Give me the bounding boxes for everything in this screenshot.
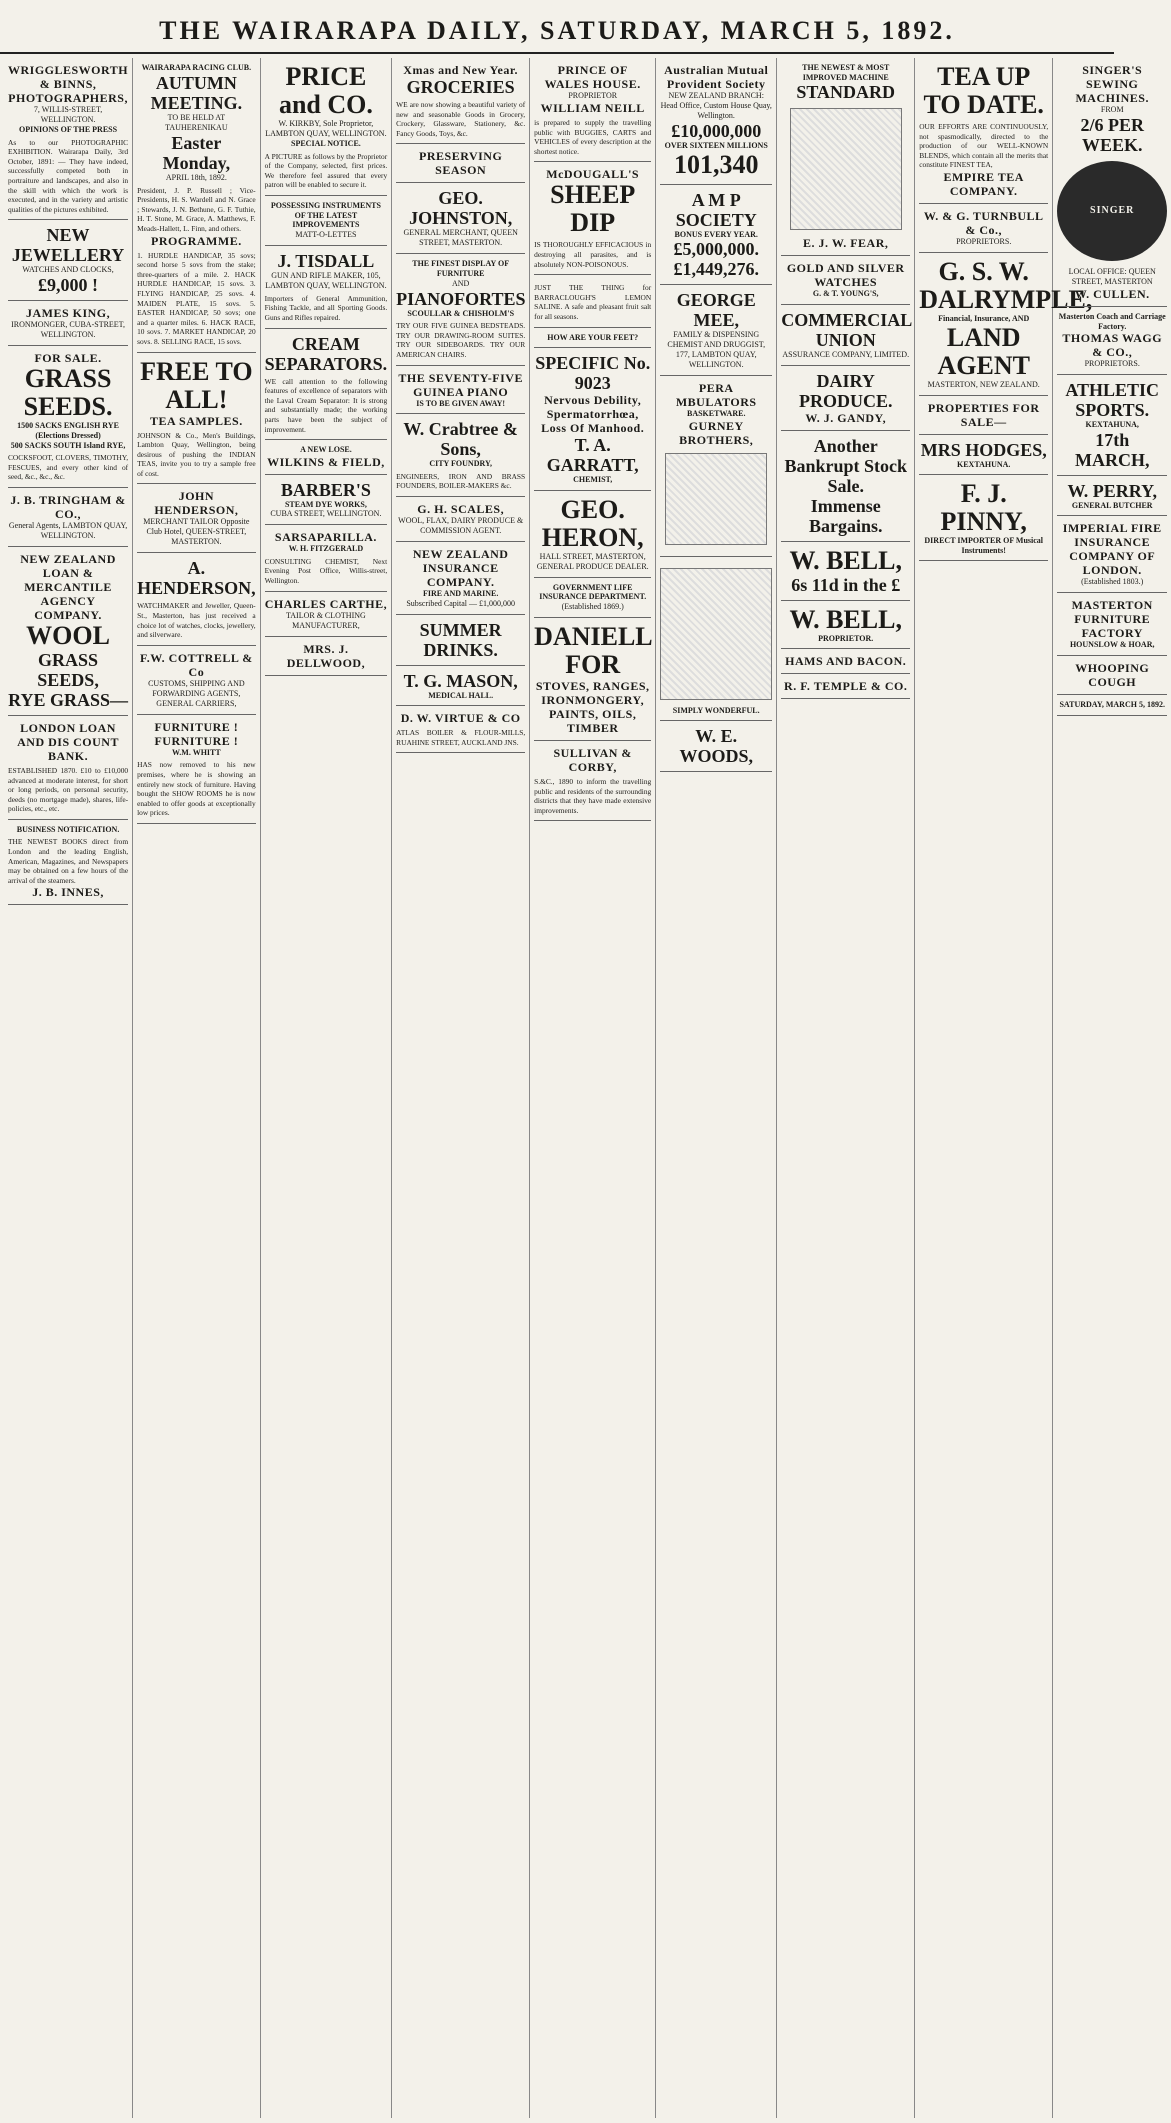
ad-title: SPECIFIC No. 9023 [535, 353, 651, 394]
ad-subtitle: HOUNSLOW & HOAR, [1069, 640, 1155, 650]
ad-chemist: CHEMIST, [573, 475, 613, 485]
ad-business [8, 820, 128, 906]
ad-title: F.W. COTTRELL & Co [140, 650, 253, 679]
ad-subtitle: PROPRIETOR [568, 91, 618, 100]
ad-body: Importers of General Ammunition, Fishing Tackle, and all Sporting Goods. Guns and Rifles repaired. [264, 293, 388, 322]
ad-xmas [396, 58, 525, 144]
ad-bell-proprietor [781, 601, 910, 650]
ad-price-co [265, 58, 388, 196]
ad-title: PRICE and CO. [278, 62, 373, 119]
ad-subtitle: MERCHANT TAILOR Opposite Club Hotel, QUEEN-STREET, MASTERTON. [143, 517, 250, 547]
ad-subtitle: Financial, Insurance, AND [938, 313, 1030, 323]
ad-heading: OPINIONS OF THE PRESS [19, 125, 118, 134]
ad-cottrell [137, 646, 256, 715]
ad-big: WOOL [26, 620, 110, 650]
ad-body: WE call attention to the following features of excellence of separators with the Laval Cream Separator: It is strong and substantially made; the working parts have been the subject of improvement. [264, 376, 388, 434]
ad-line: RYE GRASS— [8, 689, 128, 710]
ad-body: A PICTURE as follows by the Proprietor of the Company, selected, first prices. We therefore feel assured that every patron will be enabled to secure it. [264, 151, 388, 190]
ad-big: GROCERIES [406, 77, 515, 97]
ad-furniture-factory [1057, 593, 1167, 656]
ad-subtitle: WILKINS & FIELD, [267, 454, 385, 469]
ad-subtitle: MEDICAL HALL. [428, 690, 494, 700]
ad-subtitle: Nervous Debility, Spermatorrhœa, Loss Of Manhood. [541, 393, 645, 436]
ad-nz-insurance [396, 542, 525, 615]
ad-name: G. & T. YOUNG'S, [812, 289, 879, 299]
ad-title: HAMS AND BACON. [785, 654, 907, 669]
ad-athletic [1057, 375, 1167, 476]
ad-title: T. G. MASON, [403, 670, 518, 691]
ad-big: £5,000,000. [673, 239, 759, 260]
ad-title: CHARLES CARTHE, [264, 596, 388, 611]
ad-title: W. & G. TURNBULL & Co., [923, 208, 1044, 237]
ad-body: is prepared to supply the travelling public with BUGGIES, CARTS and VEHICLES of every description at the shortest notice. [534, 118, 652, 156]
ad-virtue [396, 706, 525, 753]
ad-body: WATCHMAKER and Jeweller, Queen-St., Masterton, has just received a choice lot of watches, clocks, jewellery, and silverware. [137, 601, 256, 640]
ad-johnston [396, 183, 525, 254]
ad-standard-machine [781, 58, 910, 256]
ad-title: PERA MBULATORS [675, 381, 757, 410]
ad-title: GEO. HERON, [541, 494, 644, 552]
ad-footer: SATURDAY, MARCH 5, 1892. [1059, 699, 1165, 709]
ad-subtitle: TEA SAMPLES. [150, 413, 243, 428]
ad-big: LAND AGENT [937, 322, 1030, 380]
ad-nz-loan [8, 547, 128, 716]
ad-line: BONUS EVERY YEAR. [674, 229, 758, 239]
ad-london-loan [8, 716, 128, 820]
ad-tea-up-to-date [919, 58, 1048, 204]
ad-james-king [8, 301, 128, 346]
ad-title: MASTERTON FURNITURE FACTORY [1071, 598, 1153, 641]
ad-line: OVER SIXTEEN MILLIONS [664, 141, 768, 150]
ad-dellwood [265, 637, 388, 676]
ad-title: FREE TO ALL! [140, 356, 253, 414]
ad-subtitle: PROPRIETORS. [1084, 359, 1140, 369]
ad-subtitle: PROPRIETORS. [956, 236, 1012, 246]
ad-title: G. H. SCALES, [417, 501, 505, 516]
ad-title: NEW JEWELLERY [11, 225, 125, 266]
ad-body: WE are now showing a beautiful variety of new and seasonable Goods in Grocery, Crockery, Glassware, Stationery, &c. Fancy Goods, Toys, &c. [396, 100, 526, 138]
ad-subtitle: CUSTOMS, SHIPPING AND FORWARDING AGENTS, GENERAL CARRIERS, [148, 678, 245, 708]
ad-title: DAIRY PRODUCE. [798, 370, 893, 411]
ad-subtitle: GENERAL BUTCHER [1071, 500, 1153, 510]
ad-simply-wonderful [660, 557, 772, 722]
column-8 [915, 58, 1093, 2118]
ad-saline [534, 275, 651, 327]
ad-line: 1500 SACKS ENGLISH RYE (Elections Dressed) [17, 421, 119, 440]
ad-title: FURNITURE ! FURNITURE ! [154, 719, 239, 748]
ad-properties [919, 396, 1048, 435]
ad-big: GRASS SEEDS. [23, 364, 113, 422]
ad-bankrupt-stock [781, 431, 910, 542]
ad-title: GOLD AND SILVER WATCHES [786, 261, 905, 290]
ad-title: NEW ZEALAND LOAN & MERCANTILE AGENCY COMPANY. [20, 551, 116, 622]
ad-specific [534, 348, 651, 491]
column-3 [261, 58, 393, 2118]
column-1 [4, 58, 133, 2118]
ad-cream-separators [265, 329, 388, 441]
ad-heading: SPECIAL NOTICE. [291, 139, 361, 148]
ad-title: PROPERTIES FOR SALE— [927, 400, 1040, 429]
ad-bell [781, 542, 910, 601]
ad-subtitle: MATT-O-LETTES [295, 229, 357, 239]
ad-title: F. J. PINNY, [940, 479, 1027, 537]
ad-title: WRIGGLESWORTH & BINNS, PHOTOGRAPHERS, [8, 63, 129, 105]
ad-title: THE SEVENTY-FIVE GUINEA PIANO [398, 370, 523, 399]
ad-subtitle: TAILOR & CLOTHING MANUFACTURER, [286, 610, 366, 630]
ad-body: JUST THE THING for BARRACLOUGH'S LEMON SALINE. A safe and pleasant fruit salt for all seasons. [534, 283, 652, 321]
newspaper-title: THE WAIRARAPA DAILY, SATURDAY, MARCH 5, 1892. [159, 16, 955, 45]
ad-title: GEORGE MEE, [676, 290, 756, 331]
ad-title: McDOUGALL'S [546, 167, 640, 182]
ad-heading: HOW ARE YOUR FEET? [547, 332, 639, 342]
ad-title: LONDON LOAN AND DIS COUNT BANK. [17, 720, 119, 763]
ad-barbers [265, 475, 388, 526]
ad-dalrymple [919, 253, 1093, 396]
ad-subtitle: HALL STREET, MASTERTON, GENERAL PRODUCE DEALER. [536, 551, 649, 571]
ad-title: GOVERNMENT LIFE INSURANCE DEPARTMENT. [539, 582, 647, 602]
ad-gov-life [534, 578, 651, 618]
ad-name: W. CULLEN. [1074, 287, 1150, 301]
ad-title: Australian Mutual Provident Society [664, 63, 769, 91]
ad-name: W.M. WHITT [172, 747, 221, 757]
ad-sheep-dip [534, 162, 651, 275]
ad-hodges [919, 435, 1048, 476]
ad-title: W. BELL, [789, 604, 902, 634]
ad-title: PRESERVING SEASON [419, 149, 503, 178]
ad-body: THE NEWEST BOOKS direct from London and the leading English, American, Magazines, and Newspapers may be obtained on a few hours of the arrival of the steamers. [8, 837, 129, 885]
ad-big: STANDARD [796, 82, 896, 103]
ad-henderson-watch [137, 553, 256, 645]
ad-subtitle: W. KIRKBY, Sole Proprietor, LAMBTON QUAY, WELLINGTON. [265, 119, 387, 138]
ad-title: SIMPLY WONDERFUL. [672, 705, 760, 715]
ad-amp-bonus [660, 185, 772, 286]
ad-big: SHEEP DIP [550, 180, 636, 238]
ad-dairy-produce [781, 366, 910, 431]
ad-agent: LOCAL OFFICE: QUEEN STREET, MASTERTON [1068, 267, 1156, 286]
ad-from: FROM [1100, 105, 1124, 114]
ad-title: J. B. TRINGHAM & CO., [10, 492, 126, 521]
ad-amp-society [660, 58, 772, 185]
ad-turnbull [919, 204, 1048, 253]
ad-title: MRS. J. DELLWOOD, [286, 641, 366, 670]
ad-title: WAIRARAPA RACING CLUB. [141, 63, 252, 72]
ad-title: W. BELL, [789, 545, 902, 575]
ad-wilkins [265, 440, 388, 475]
ad-title: W. Crabtree & Sons, [403, 419, 518, 460]
ad-watches [781, 256, 910, 305]
ad-name: E. J. W. FEAR, [803, 236, 889, 251]
ad-title: G. S. W. DALRYMPLE, [919, 256, 1093, 314]
ad-body: S.&C., 1890 to inform the travelling public and residents of the surrounding districts that they have made extensive improvements. [534, 776, 652, 815]
ad-subtitle: (Established 1803.) [1081, 577, 1144, 587]
ad-instruments [265, 196, 388, 246]
ad-title: R. F. TEMPLE & CO. [784, 679, 908, 694]
ad-subtitle: BASKETWARE. [686, 409, 746, 419]
ad-body: As to our PHOTOGRAPHIC EXHIBITION. Wairarapa Daily, 3rd October, 1891: — They have indeed, successfully competed both in portraiture and landscapes, and also in the skill with which the work is executed, and in the variety and artistic qualities of the pictures exhibited. [8, 137, 129, 214]
ad-title: WHOOPING COUGH [1075, 660, 1150, 689]
ad-body: President, J. P. Russell ; Vice-Presidents, H. S. Wardell and N. Grace ; Stewards, J. N. Bethune, G. F. Tuthie, H. T. Stone, M. Grace, A. Matthews, F. Meads-Hallett, L. Finn, and others. [137, 185, 256, 233]
column-5 [530, 58, 656, 2118]
ad-feet [534, 328, 651, 349]
ad-subtitle: General Agents, LAMBTON QUAY, WELLINGTON. [8, 520, 128, 540]
ad-title: W. PERRY, [1067, 480, 1157, 501]
ad-title: COMMERCIAL UNION [781, 309, 913, 350]
ad-name: WILLIAM NEILL [540, 101, 645, 115]
ad-list: STOVES, RANGES, IRONMONGERY, PAINTS, OILS, TIMBER [535, 678, 650, 735]
ad-summer-drinks [396, 615, 525, 666]
ad-commercial-union [781, 305, 913, 366]
masthead [0, 0, 1114, 54]
ad-price: 6s 11d in the £ [791, 574, 901, 595]
ad-body: HAS now removed to his new premises, where he is showing an entirely new stock of furniture. Having bought the SHOW ROOMS he is now enabled to offer goods at exceptionally low prices. [137, 760, 256, 818]
column-6 [656, 58, 777, 2118]
ad-carthe [265, 592, 388, 637]
column-9 [1053, 58, 1171, 2118]
perambulator-illustration [665, 453, 767, 545]
ad-prince-of-wales [534, 58, 651, 162]
ad-temple [781, 674, 910, 699]
ad-date: 17th MARCH, [1074, 429, 1150, 470]
ad-subtitle: (Established 1869.) [561, 601, 624, 611]
ad-subtitle: KEXTAHUNA. [957, 459, 1011, 469]
ad-heron [534, 491, 651, 578]
column-4 [392, 58, 530, 2118]
ad-price: £9,000 ! [38, 275, 99, 296]
ad-subtitle: KEXTAHUNA, [1085, 420, 1139, 430]
ad-mason [396, 666, 525, 707]
singer-badge-icon [1057, 161, 1167, 261]
ad-subtitle: IRONMONGER, CUBA-STREET, WELLINGTON. [11, 320, 125, 340]
ad-title: Masterton Coach and Carriage Factory. [1058, 312, 1166, 331]
ad-body: JOHNSON & Co., Men's Buildings, Lambton Quay, Wellington, being desirous of pushing the INDIAN TEAS, invite you to try a sample free of cost. [137, 430, 256, 478]
ad-title: IMPERIAL FIRE INSURANCE COMPANY OF LONDON. [1062, 521, 1162, 578]
ad-pinny [919, 475, 1048, 561]
ad-list: 1. HURDLE HANDICAP, 35 sovs; second horse 5 sovs from the stake; three-quarters of a mile. 2. HACK HURDLE HANDICAP, 15 sovs. 3. FLYING HANDICAP, 25 sovs. 4. MAIDEN PLATE, 15 sovs. 5. EASTER HANDICAP, 50 sovs; one and a quarter miles. 6. HACK RACE, 10 sovs. 7. MARKET HANDICAP, 20 sovs. 8. SELLING RACE, 15 sovs. [137, 250, 256, 346]
machine-illustration [790, 108, 902, 230]
ad-title: A M P SOCIETY [675, 189, 757, 230]
ad-title: JAMES KING, [25, 306, 111, 321]
ad-subtitle: SCOULLAR & CHISHOLM'S [407, 308, 515, 318]
ad-henderson-tailor [137, 484, 256, 553]
ad-jewellery [8, 220, 128, 301]
ad-tea-samples [137, 353, 256, 485]
stove-illustration [660, 568, 772, 700]
ad-subtitle: PROPRIETOR. [818, 633, 874, 643]
ad-title: D. W. VIRTUE & CO [400, 711, 521, 726]
ad-imperial [1057, 516, 1167, 593]
ad-scales [396, 497, 525, 542]
ad-sullivan [534, 741, 651, 821]
ad-daniell [534, 618, 651, 741]
ad-title: BARBER'S [280, 479, 371, 500]
ad-title: Another Bankrupt Stock Sale. [784, 435, 907, 496]
ad-hams [781, 649, 910, 674]
ad-title: A. HENDERSON, [137, 558, 256, 599]
ad-programme: PROGRAMME. [151, 233, 242, 248]
ad-subtitle: IS TO BE GIVEN AWAY! [416, 398, 506, 408]
ad-name: T. A. GARRATT, [546, 435, 639, 476]
ad-subtitle: GENERAL MERCHANT, QUEEN STREET, MASTERTON. [403, 228, 518, 248]
ad-body: ATLAS BOILER & FLOUR-MILLS, RUAHINE STREET, AUCKLAND JNS. [396, 728, 526, 747]
ad-name: THOMAS WAGG & CO., [1062, 331, 1163, 360]
ad-whooping-cough [1057, 656, 1167, 695]
ad-body: COCKSFOOT, CLOVERS, TIMOTHY, FESCUES, and every other kind of seed, &c., &c., &c. [8, 453, 129, 482]
ad-title: POSSESSING INSTRUMENTS OF THE LATEST IMPROVEMENTS [270, 200, 381, 230]
ad-title: SUMMER DRINKS. [419, 619, 502, 660]
ad-big: £10,000,000 [671, 121, 762, 141]
ad-title: THE NEWEST & MOST IMPROVED MACHINE [802, 63, 890, 82]
ad-tisdall [265, 246, 388, 329]
ad-piano-giveaway [396, 366, 525, 415]
ad-tringham [8, 488, 128, 547]
ad-title: ATHLETIC SPORTS. [1065, 380, 1160, 421]
ad-title: J. TISDALL [277, 250, 375, 271]
ad-big: Immense Bargains. [808, 495, 883, 536]
ad-big: AUTUMN MEETING. [150, 72, 243, 113]
ad-name: GURNEY BROTHERS, [679, 418, 754, 447]
ad-title: NEW ZEALAND INSURANCE COMPANY. [412, 546, 509, 589]
ad-perambulators [660, 376, 772, 557]
ad-sarsaparilla [265, 525, 388, 591]
ad-subtitle: W. H. FITZGERALD [288, 544, 364, 554]
ad-title: PRINCE OF WALES HOUSE. [544, 63, 641, 91]
ad-singer [1057, 58, 1167, 307]
ad-subtitle: STEAM DYE WORKS, [284, 499, 367, 509]
ad-capital: Subscribed Capital — £1,000,000 [406, 598, 515, 608]
ad-preserving [396, 144, 525, 183]
ad-subtitle: FIRE AND MARINE. [423, 588, 499, 598]
ad-coach-factory [1057, 307, 1167, 375]
footer-date [1057, 695, 1167, 716]
ad-title: DANIELL FOR [534, 621, 653, 679]
ad-title: TEA UP TO DATE. [923, 62, 1044, 119]
ad-addr: MASTERTON, NEW ZEALAND. [927, 379, 1040, 389]
ad-on: Easter Monday, [162, 132, 231, 173]
ad-pianos: PIANOFORTES [396, 288, 526, 309]
ad-subtitle: WATCHES AND CLOCKS, [22, 265, 114, 275]
ad-subtitle: CITY FOUNDRY, [429, 459, 493, 469]
ad-line: GRASS SEEDS, [37, 649, 99, 690]
ad-perry [1057, 476, 1167, 517]
ad-woods [660, 721, 772, 772]
ad-subtitle: FAMILY & DISPENSING CHEMIST AND DRUGGIST, 177, LAMBTON QUAY, WELLINGTON. [667, 330, 766, 370]
ad-title: SINGER'S SEWING MACHINES. [1075, 63, 1149, 105]
ad-crabtree [396, 414, 525, 497]
ad-body: OUR EFFORTS ARE CONTINUOUSLY, not spasmodically, directed to the production of our WELL-KNOWN BLENDS, which contain all the merits that constitute FINEST TEA, [919, 122, 1049, 170]
ad-subtitle: WOOL, FLAX, DAIRY PRODUCE & COMMISSION AGENT. [398, 515, 524, 535]
ad-subtitle: NEW ZEALAND BRANCH: Head Office, Custom House Quay, Wellington. [660, 91, 772, 120]
ad-title: FOR SALE. [34, 351, 102, 366]
ad-line: 500 SACKS SOUTH Island RYE, [10, 440, 126, 450]
ad-subtitle: 7, WILLIS-STREET, WELLINGTON. [33, 105, 103, 124]
ad-body: CONSULTING CHEMIST, Next Evening Post Office, Willis-street, Wellington. [264, 556, 388, 586]
ad-subtitle: TO BE HELD AT TAUHERENIKAU [165, 112, 228, 132]
ad-racing-club [137, 58, 256, 353]
ad-date: APRIL 18th, 1892. [165, 172, 227, 182]
ad-name: W. J. GANDY, [805, 410, 887, 425]
ad-title: BUSINESS NOTIFICATION. [16, 824, 120, 834]
ad-name: EMPIRE TEA COMPANY. [943, 169, 1024, 198]
ad-list: TRY OUR FIVE GUINEA BEDSTEADS. TRY OUR DRAWING-ROOM SUITES. TRY OUR SIDEBOARDS. TRY OUR AMERICAN CHAIRS. [396, 321, 526, 359]
ad-body: ESTABLISHED 1870. £10 to £10,000 advanced at moderate interest, for short or long periods, on personal security, deeds (no mortgage made), shares, life-policies, etc., etc. [8, 765, 129, 814]
ad-addr: CUBA STREET, WELLINGTON. [270, 509, 382, 519]
ad-title: SARSAPARILLA. [274, 530, 377, 545]
ad-and: AND [452, 278, 470, 288]
ad-title: JOHN HENDERSON, [154, 489, 239, 518]
ad-title: GEO. JOHNSTON, [409, 188, 513, 229]
column-7 [777, 58, 915, 2118]
ad-title: Xmas and New Year. [403, 63, 519, 77]
ad-figure: 101,340 [673, 149, 759, 179]
ad-grass-seeds [8, 346, 128, 488]
ad-furniture-pianos [396, 254, 525, 365]
ad-title: A NEW LOSE. [300, 445, 352, 455]
ad-subtitle: DIRECT IMPORTER OF Musical Instruments! [924, 536, 1044, 555]
ad-photographers [8, 58, 128, 220]
ad-name: J. B. INNES, [32, 885, 104, 900]
ad-furniture [137, 715, 256, 824]
ad-george-mee [660, 285, 772, 376]
ad-body: IS THOROUGHLY EFFICACIOUS in destroying all parasites, and is absolutely NON-POISONOUS. [534, 240, 652, 269]
ad-title: W. E. WOODS, [679, 726, 753, 767]
ad-title: CREAM SEPARATORS. [264, 333, 388, 374]
ad-title: THE FINEST DISPLAY OF FURNITURE [412, 259, 510, 278]
singer-badge-text: SINGER [1090, 205, 1135, 217]
ad-subtitle: ASSURANCE COMPANY, LIMITED. [782, 349, 910, 359]
ad-body: ENGINEERS, IRON AND BRASS FOUNDERS, BOILER-MAKERS &c. [396, 471, 526, 491]
ad-subtitle: GUN AND RIFLE MAKER, 105, LAMBTON QUAY, WELLINGTON. [265, 270, 387, 290]
columns [4, 58, 1166, 2118]
ad-price: 2/6 PER WEEK. [1080, 115, 1144, 155]
ad-title: SULLIVAN & CORBY, [553, 745, 632, 774]
ad-line: £1,449,276. [673, 259, 759, 280]
column-2 [133, 58, 261, 2118]
ad-title: MRS HODGES, [920, 439, 1047, 460]
